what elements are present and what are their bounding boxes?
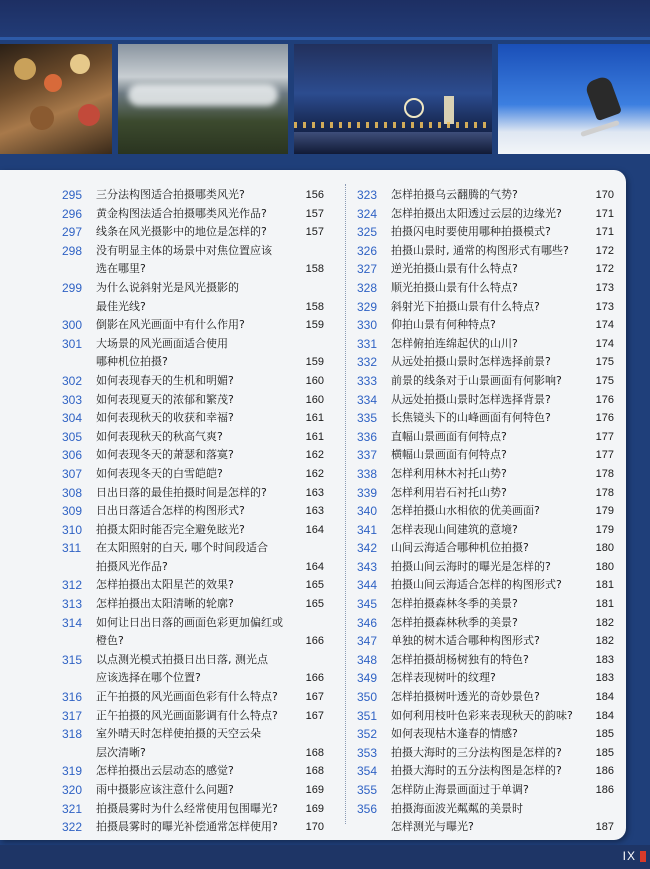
toc-entry-title: 怎样拍摄乌云翻腾的气势? — [391, 188, 518, 201]
toc-entry-title: 如何表现秋天的收获和幸福? — [96, 411, 234, 425]
toc-entry-page: 183 — [595, 653, 614, 666]
toc-entry-row — [62, 428, 324, 447]
toc-entry-title: 怎样俯拍连绵起伏的山川? — [391, 336, 518, 350]
toc-entry-row — [357, 260, 614, 279]
toc-entry-row — [357, 186, 614, 205]
toc-entry-row — [357, 409, 614, 428]
toc-entry-page: 161 — [305, 412, 324, 425]
toc-entry-row — [62, 539, 324, 558]
toc-entry-row — [357, 391, 614, 410]
toc-entry-row — [62, 446, 324, 465]
toc-entry-row — [62, 651, 324, 670]
toc-entry-number: 331 — [357, 336, 378, 351]
toc-entry-title: 怎样拍摄出云层动态的感觉? — [96, 764, 234, 778]
toc-entry-row — [357, 744, 614, 763]
toc-entry-title: 如何表现秋天的秋高气爽? — [96, 429, 223, 443]
toc-entry-title: 单独的树木适合哪种构图形式? — [391, 634, 540, 648]
toc-entry-title: 室外晴天时怎样使拍摄的天空云朵 — [96, 727, 261, 741]
toc-entry-row — [357, 707, 614, 726]
toc-entry-page: 159 — [305, 319, 324, 332]
toc-entry-row — [357, 521, 614, 540]
toc-entry-page: 174 — [595, 319, 614, 332]
toc-entry-page: 171 — [595, 207, 614, 220]
page-number-marker — [640, 851, 646, 862]
toc-entry-row — [357, 372, 614, 391]
toc-entry-row — [357, 725, 614, 744]
toc-entry-title: 仰拍山景有何种特点? — [391, 318, 496, 332]
toc-entry-number: 344 — [357, 578, 378, 593]
toc-entry-number: 352 — [357, 727, 378, 742]
toc-entry-page: 173 — [595, 300, 614, 313]
toc-entry-page: 170 — [595, 189, 614, 201]
toc-entry-number: 314 — [62, 615, 83, 630]
toc-entry-title: 如何让日出日落的画面色彩更加偏红或 — [96, 615, 283, 629]
toc-entry-number: 348 — [357, 652, 378, 667]
toc-entry-number: 323 — [357, 188, 378, 202]
toc-entry-number: 353 — [357, 745, 378, 760]
toc-entry-row — [62, 614, 324, 633]
toc-entry-row — [62, 223, 324, 242]
toc-entry-title: 如何表现枯木逢春的情感? — [391, 727, 518, 741]
toc-entry-number: 310 — [62, 522, 83, 537]
toc-entry-row — [357, 279, 614, 298]
toc-entry-number: 299 — [62, 280, 83, 295]
toc-entry-page: 164 — [305, 523, 324, 536]
toc-entry-number: 311 — [62, 541, 82, 556]
toc-entry-title: 没有明显主体的场景中对焦位置应该 — [96, 243, 272, 257]
toc-entry-title: 选在哪里? — [96, 262, 146, 276]
toc-entry-page: 170 — [305, 821, 324, 834]
toc-entry-page: 169 — [305, 784, 324, 796]
toc-entry-row — [62, 242, 324, 261]
bottom-band — [0, 845, 650, 869]
toc-entry-page: 178 — [595, 486, 614, 499]
toc-entry-row — [62, 205, 324, 224]
toc-entry-row — [62, 391, 324, 410]
toc-entry-page: 157 — [305, 226, 324, 239]
toc-entry-row — [357, 558, 614, 577]
toc-entry-row — [357, 298, 614, 317]
toc-entry-title: 拍摄晨雾时的曝光补偿通常怎样使用? — [96, 820, 278, 834]
toc-entry-page: 157 — [305, 207, 324, 220]
toc-entry-title: 雨中摄影应该注意什么问题? — [96, 783, 234, 796]
toc-entry-number: 339 — [357, 485, 378, 500]
toc-entry-page: 181 — [595, 579, 614, 592]
toc-entry-title: 在太阳照射的白天, 哪个时间段适合 — [96, 541, 268, 555]
toc-entry-number: 328 — [357, 280, 378, 295]
toc-entry-page: 160 — [305, 393, 324, 406]
toc-entry-row — [357, 632, 614, 651]
toc-entry-row — [62, 279, 324, 298]
toc-entry-title: 拍摄闪电时要使用哪种拍摄模式? — [391, 225, 551, 239]
toc-entry-number: 301 — [62, 336, 83, 351]
toc-entry-page: 158 — [305, 263, 324, 276]
photo-mountains — [118, 44, 288, 154]
toc-entry-number: 354 — [357, 764, 378, 779]
toc-entry-title: 日出日落的最佳拍摄时间是怎样的? — [96, 485, 267, 499]
toc-entry-row — [62, 260, 324, 279]
toc-entry-title: 拍摄海面波光粼粼的美景时 — [391, 801, 523, 815]
toc-entry-page: 166 — [305, 635, 324, 648]
toc-entry-page: 158 — [305, 300, 324, 313]
toc-entry-title: 前景的线条对于山景画面有何影响? — [391, 373, 562, 387]
toc-entry-title: 拍摄山景时, 通常的构图形式有哪些? — [391, 243, 569, 257]
toc-entry-page: 164 — [305, 560, 324, 573]
toc-entry-title: 日出日落适合怎样的构图形式? — [96, 504, 245, 518]
toc-entry-number: 334 — [357, 392, 378, 407]
toc-entry-title: 为什么说斜射光是风光摄影的 — [96, 280, 239, 294]
toc-entry-title: 以点测光模式拍摄日出日落, 测光点 — [96, 652, 268, 666]
toc-entry-row — [357, 688, 614, 707]
toc-entry-title: 如何表现夏天的浓郁和繁茂? — [96, 392, 234, 406]
toc-entry-title: 拍摄风光作品? — [96, 559, 168, 573]
toc-entry-title: 拍摄晨雾时为什么经常使用包围曝光? — [96, 801, 278, 815]
toc-entry-title: 怎样拍摄胡杨树独有的特色? — [391, 652, 529, 666]
toc-entry-title: 最佳光线? — [96, 299, 146, 313]
toc-entry-row — [62, 502, 324, 521]
toc-entry-title: 如何表现冬天的白雪皑皑? — [96, 466, 223, 480]
top-band — [0, 0, 650, 40]
toc-entry-title: 应该选择在哪个位置? — [96, 671, 201, 685]
toc-entry-number: 298 — [62, 243, 83, 258]
toc-entry-number: 338 — [357, 466, 378, 481]
toc-entry-number: 347 — [357, 634, 378, 649]
toc-entry-title: 怎样拍摄森林冬季的美景? — [391, 597, 518, 611]
toc-entry-row — [357, 800, 614, 819]
toc-entry-title: 怎样拍摄出太阳透过云层的边缘光? — [391, 206, 562, 220]
toc-entry-row — [357, 818, 614, 837]
toc-entry-number: 308 — [62, 485, 83, 500]
toc-entry-row — [62, 725, 324, 744]
toc-entry-title: 逆光拍摄山景有什么特点? — [391, 262, 518, 276]
toc-entry-page: 159 — [305, 356, 324, 369]
toc-entry-number: 356 — [357, 801, 378, 816]
toc-entry-number: 333 — [357, 373, 378, 388]
page-number: IX — [622, 849, 636, 863]
toc-entry-title: 如何表现冬天的萧瑟和落寞? — [96, 448, 234, 462]
toc-entry-page: 186 — [595, 784, 614, 796]
toc-entry-title: 长焦镜头下的山峰画面有何特色? — [391, 411, 551, 425]
toc-entry-title: 怎样表现山间建筑的意境? — [391, 522, 518, 536]
toc-entry-number: 309 — [62, 504, 83, 519]
toc-entry-title: 顺光拍摄山景有什么特点? — [391, 280, 518, 294]
toc-entry-page: 181 — [595, 598, 614, 611]
toc-entry-title: 山间云海适合哪种机位拍摄? — [391, 541, 529, 555]
toc-entry-title: 怎样拍摄出太阳星芒的效果? — [96, 578, 234, 592]
toc-entry-page: 172 — [595, 244, 614, 257]
toc-entry-row — [357, 205, 614, 224]
toc-entry-page: 180 — [595, 542, 614, 555]
toc-entry-title: 正午拍摄的风光画面色彩有什么特点? — [96, 690, 278, 704]
toc-entry-number: 335 — [357, 411, 378, 426]
toc-entry-row — [357, 484, 614, 503]
toc-entry-row — [62, 781, 324, 800]
toc-entry-number: 313 — [62, 597, 83, 612]
photo-night-city — [294, 44, 492, 154]
toc-entry-number: 326 — [357, 243, 378, 258]
toc-entry-page: 169 — [305, 802, 324, 815]
toc-entry-title: 层次清晰? — [96, 745, 146, 759]
toc-entry-row — [357, 316, 614, 335]
photo-snowboarder — [498, 44, 650, 154]
toc-entry-row — [62, 762, 324, 781]
toc-entry-number: 355 — [357, 783, 378, 797]
toc-entry-row — [62, 576, 324, 595]
toc-right-column — [357, 186, 614, 837]
toc-entry-title: 大场景的风光画面适合使用 — [96, 336, 228, 350]
toc-entry-number: 321 — [62, 801, 83, 816]
toc-entry-page: 178 — [595, 467, 614, 480]
toc-entry-row — [357, 651, 614, 670]
toc-entry-page: 161 — [305, 430, 324, 443]
column-divider — [345, 184, 346, 824]
toc-entry-row — [357, 335, 614, 354]
toc-entry-page: 168 — [305, 765, 324, 778]
toc-entry-page: 173 — [595, 281, 614, 294]
toc-entry-number: 316 — [62, 690, 83, 705]
toc-entry-page: 179 — [595, 505, 614, 518]
toc-entry-row — [357, 353, 614, 372]
toc-entry-number: 336 — [357, 429, 378, 444]
toc-entry-title: 怎样表现树叶的纹理? — [391, 671, 496, 685]
toc-entry-number: 303 — [62, 392, 83, 407]
toc-entry-row — [62, 316, 324, 335]
toc-entry-number: 315 — [62, 652, 83, 667]
toc-entry-page: 171 — [595, 226, 614, 239]
toc-entry-page: 186 — [595, 765, 614, 778]
toc-entry-number: 340 — [357, 504, 378, 519]
toc-entry-row — [62, 818, 324, 837]
toc-entry-row — [62, 632, 324, 651]
toc-entry-page: 165 — [305, 598, 324, 611]
toc-entry-page: 175 — [595, 374, 614, 387]
toc-left-column — [62, 186, 324, 837]
toc-entry-number: 318 — [62, 727, 83, 742]
toc-entry-title: 倒影在风光画面中有什么作用? — [96, 318, 245, 332]
toc-entry-page: 176 — [595, 393, 614, 406]
toc-entry-number: 319 — [62, 764, 83, 779]
toc-entry-number: 350 — [357, 690, 378, 705]
toc-entry-title: 怎样利用林木衬托山势? — [391, 466, 507, 480]
toc-entry-row — [62, 186, 324, 205]
toc-entry-number: 324 — [357, 206, 378, 221]
toc-entry-number: 302 — [62, 373, 83, 388]
toc-entry-number: 325 — [357, 225, 378, 240]
toc-entry-number: 330 — [357, 318, 378, 333]
toc-entry-number: 304 — [62, 411, 83, 426]
toc-entry-title: 哪种机位拍摄? — [96, 355, 168, 369]
toc-entry-page: 180 — [595, 560, 614, 573]
toc-entry-number: 312 — [62, 578, 83, 593]
toc-entry-page: 163 — [305, 505, 324, 518]
toc-entry-number: 329 — [357, 299, 378, 314]
toc-entry-number: 337 — [357, 448, 378, 463]
toc-entry-title: 正午拍摄的风光画面影调有什么特点? — [96, 708, 278, 722]
toc-entry-page: 176 — [595, 412, 614, 425]
toc-entry-page: 182 — [595, 635, 614, 648]
toc-entry-row — [62, 800, 324, 819]
toc-entry-row — [62, 595, 324, 614]
toc-entry-page: 175 — [595, 356, 614, 369]
toc-entry-page: 187 — [595, 821, 614, 834]
toc-entry-row — [62, 465, 324, 484]
toc-entry-page: 182 — [595, 616, 614, 629]
toc-entry-row — [62, 744, 324, 763]
toc-entry-page: 160 — [305, 374, 324, 387]
toc-entry-page: 185 — [595, 746, 614, 759]
toc-entry-title: 怎样防止海景画面过于单调? — [391, 783, 529, 796]
toc-entry-page: 162 — [305, 467, 324, 480]
toc-entry-row — [62, 298, 324, 317]
toc-entry-title: 怎样利用岩石衬托山势? — [391, 485, 507, 499]
toc-entry-row — [357, 595, 614, 614]
toc-entry-page: 165 — [305, 579, 324, 592]
toc-entry-title: 线条在风光摄影中的地位是怎样的? — [96, 225, 267, 239]
toc-entry-row — [357, 502, 614, 521]
toc-entry-title: 横幅山景画面有何特点? — [391, 448, 507, 462]
toc-entry-title: 如何表现春天的生机和明媚? — [96, 373, 234, 387]
toc-entry-title: 拍摄太阳时能否完全避免眩光? — [96, 522, 245, 536]
toc-entry-row — [62, 372, 324, 391]
toc-entry-title: 斜射光下拍摄山景有什么特点? — [391, 299, 540, 313]
toc-entry-number: 307 — [62, 466, 83, 481]
toc-entry-row — [62, 353, 324, 372]
toc-entry-number: 332 — [357, 355, 378, 370]
toc-entry-row — [357, 669, 614, 688]
toc-entry-number: 351 — [357, 708, 378, 723]
toc-entry-page: 183 — [595, 672, 614, 685]
toc-entry-row — [357, 614, 614, 633]
toc-entry-number: 322 — [62, 820, 83, 835]
toc-entry-page: 184 — [595, 691, 614, 704]
toc-entry-title: 黄金构图法适合拍摄哪类风光作品? — [96, 206, 267, 220]
toc-entry-row — [357, 465, 614, 484]
toc-entry-row — [357, 762, 614, 781]
toc-entry-row — [62, 707, 324, 726]
toc-entry-page: 184 — [595, 709, 614, 722]
toc-entry-number: 342 — [357, 541, 378, 556]
toc-entry-row — [62, 669, 324, 688]
toc-entry-page: 179 — [595, 523, 614, 536]
toc-entry-page: 162 — [305, 449, 324, 462]
toc-entry-row — [357, 223, 614, 242]
toc-entry-row — [357, 446, 614, 465]
toc-entry-title: 直幅山景画面有何特点? — [391, 429, 507, 443]
toc-entry-number: 320 — [62, 783, 83, 797]
toc-entry-row — [62, 688, 324, 707]
toc-entry-page: 163 — [305, 486, 324, 499]
toc-entry-row — [62, 521, 324, 540]
toc-entry-page: 167 — [305, 691, 324, 704]
toc-entry-row — [62, 409, 324, 428]
toc-entry-number: 346 — [357, 615, 378, 630]
toc-entry-number: 300 — [62, 318, 83, 333]
toc-entry-title: 拍摄大海时的三分法构图是怎样的? — [391, 745, 562, 759]
toc-entry-number: 317 — [62, 708, 83, 723]
toc-entry-number: 327 — [357, 262, 378, 277]
toc-entry-page: 156 — [305, 189, 324, 201]
toc-entry-number: 349 — [357, 671, 378, 686]
toc-entry-row — [357, 428, 614, 447]
toc-entry-page: 172 — [595, 263, 614, 276]
toc-entry-row — [357, 242, 614, 261]
toc-entry-page: 168 — [305, 746, 324, 759]
toc-entry-row — [357, 539, 614, 558]
toc-entry-page: 177 — [595, 430, 614, 443]
toc-entry-page: 166 — [305, 672, 324, 685]
toc-entry-title: 拍摄山间云海时的曝光是怎样的? — [391, 559, 551, 573]
toc-entry-number: 345 — [357, 597, 378, 612]
toc-entry-number: 343 — [357, 559, 378, 574]
toc-entry-number: 306 — [62, 448, 83, 463]
toc-entry-number: 297 — [62, 225, 83, 240]
toc-entry-title: 怎样拍摄森林秋季的美景? — [391, 615, 518, 629]
toc-entry-title: 拍摄山间云海适合怎样的构图形式? — [391, 578, 562, 592]
toc-entry-page: 177 — [595, 449, 614, 462]
toc-entry-page: 167 — [305, 709, 324, 722]
toc-entry-number: 305 — [62, 429, 83, 444]
toc-entry-title: 怎样测光与曝光? — [391, 820, 474, 834]
toc-entry-row — [62, 335, 324, 354]
toc-entry-row — [62, 558, 324, 577]
toc-entry-row — [357, 781, 614, 800]
toc-entry-row — [62, 484, 324, 503]
toc-entry-number: 296 — [62, 206, 83, 221]
toc-entry-title: 如何利用枝叶色彩来表现秋天的韵味? — [391, 708, 573, 722]
toc-entry-page: 185 — [595, 728, 614, 741]
toc-entry-title: 三分法构图适合拍摄哪类风光? — [96, 188, 245, 201]
toc-entry-title: 怎样拍摄出太阳清晰的轮廓? — [96, 597, 234, 611]
toc-entry-title: 拍摄大海时的五分法构图是怎样的? — [391, 764, 562, 778]
toc-entry-title: 从远处拍摄山景时怎样选择前景? — [391, 355, 551, 369]
toc-entry-title: 怎样拍摄树叶透光的奇妙景色? — [391, 690, 540, 704]
toc-entry-title: 橙色? — [96, 634, 124, 648]
toc-entry-title: 怎样拍摄山水相依的优美画面? — [391, 504, 540, 518]
toc-entry-row — [357, 576, 614, 595]
toc-entry-page: 174 — [595, 337, 614, 350]
toc-entry-number: 341 — [357, 522, 378, 537]
toc-entry-number: 295 — [62, 188, 83, 202]
photo-crafts — [0, 44, 112, 154]
toc-entry-title: 从远处拍摄山景时怎样选择背景? — [391, 392, 551, 406]
